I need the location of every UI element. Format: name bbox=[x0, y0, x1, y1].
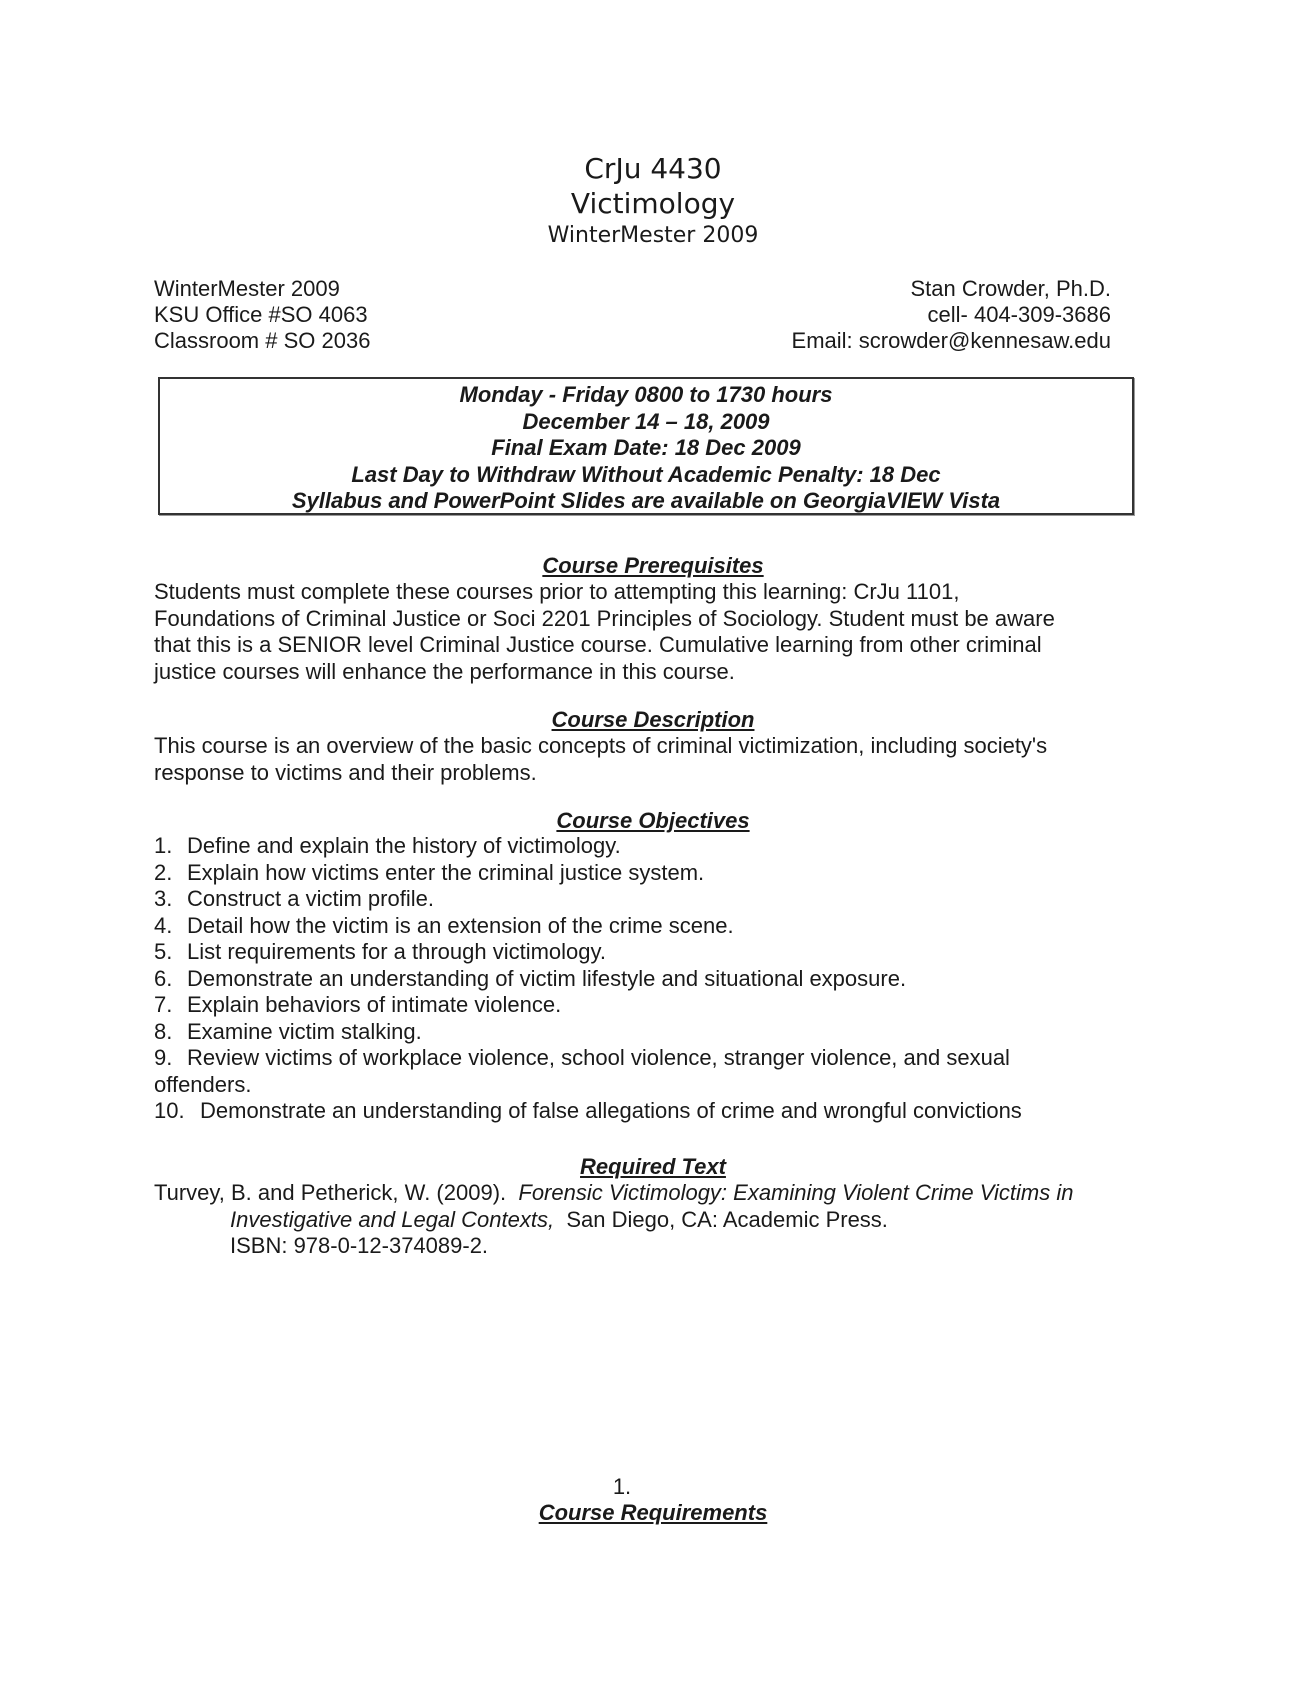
objectives-heading: Course Objectives bbox=[556, 808, 750, 833]
course-name: Victimology bbox=[570, 187, 736, 220]
item-text: Review victims of workplace violence, school violence, stranger violence, and sexual bbox=[187, 1045, 1010, 1070]
list-item bbox=[154, 939, 1134, 966]
prerequisites-line: that this is a SENIOR level Criminal Justice course. Cumulative learning from other criminal bbox=[154, 632, 1042, 657]
reference-line-2 bbox=[154, 1207, 1154, 1234]
course-info-left bbox=[154, 276, 370, 354]
info-office: KSU Office #SO 4063 bbox=[154, 302, 368, 327]
item-number: 7. bbox=[154, 992, 173, 1017]
final-exam-date: Final Exam Date: 18 Dec 2009 bbox=[491, 435, 801, 460]
item-number: 1. bbox=[154, 833, 173, 858]
prerequisites-heading: Course Prerequisites bbox=[542, 553, 764, 578]
item-number: 2. bbox=[154, 859, 173, 885]
description-text bbox=[154, 733, 1134, 786]
schedule-dates: December 14 – 18, 2009 bbox=[522, 408, 770, 434]
course-term: WinterMester 2009 bbox=[547, 223, 759, 248]
item-text: Explain behaviors of intimate violence. bbox=[187, 992, 562, 1017]
instructor-info bbox=[792, 276, 1111, 354]
item-number: 10. bbox=[154, 1098, 185, 1123]
required-text-reference bbox=[154, 1180, 1154, 1260]
item-text: Demonstrate an understanding of false allegations of crime and wrongful convictions bbox=[200, 1098, 1022, 1123]
description-line: response to victims and their problems. bbox=[154, 759, 537, 785]
prerequisites-line: Students must complete these courses prior to attempting this learning: CrJu 1101, bbox=[154, 579, 960, 604]
reference-publisher: San Diego, CA: Academic Press. bbox=[566, 1206, 888, 1232]
item-text: Detail how the victim is an extension of the crime scene. bbox=[187, 912, 734, 938]
item-number: 6. bbox=[154, 965, 173, 991]
schedule-box bbox=[158, 377, 1134, 515]
item-text: Explain how victims enter the criminal justice system. bbox=[187, 859, 705, 885]
item-text: Define and explain the history of victimology. bbox=[187, 833, 621, 858]
page-number: 1. bbox=[612, 1474, 632, 1499]
requirements-heading: Course Requirements bbox=[538, 1500, 768, 1525]
reference-line-1 bbox=[154, 1180, 1154, 1207]
info-term: WinterMester 2009 bbox=[154, 276, 340, 301]
item-text: Construct a victim profile. bbox=[187, 886, 434, 911]
course-code: CrJu 4430 bbox=[584, 152, 722, 185]
item-text: Examine victim stalking. bbox=[187, 1018, 422, 1044]
list-item bbox=[154, 1019, 1134, 1046]
item-text: List requirements for a through victimology. bbox=[187, 939, 606, 964]
list-item bbox=[154, 992, 1134, 1019]
instructor-cell: cell- 404-309-3686 bbox=[927, 302, 1111, 327]
description-line: This course is an overview of the basic concepts of criminal victimization, including society's bbox=[154, 733, 1048, 758]
reference-title-cont: Investigative and Legal Contexts, bbox=[230, 1206, 555, 1232]
item-text-continued: offenders. bbox=[154, 1071, 252, 1097]
item-number: 9. bbox=[154, 1045, 173, 1070]
item-text: Demonstrate an understanding of victim lifestyle and situational exposure. bbox=[187, 965, 907, 991]
prerequisites-line: Foundations of Criminal Justice or Soci 2201 Principles of Sociology. Student must be aware bbox=[154, 605, 1055, 631]
schedule-hours: Monday - Friday 0800 to 1730 hours bbox=[459, 382, 833, 407]
item-number: 3. bbox=[154, 886, 173, 911]
reference-title: Forensic Victimology: Examining Violent Crime Victims in bbox=[518, 1180, 1074, 1205]
item-number: 4. bbox=[154, 912, 173, 938]
description-heading: Course Description bbox=[551, 707, 755, 732]
prerequisites-text bbox=[154, 579, 1134, 685]
item-number: 5. bbox=[154, 939, 173, 964]
instructor-email: Email: scrowder@kennesaw.edu bbox=[791, 328, 1111, 353]
list-item bbox=[154, 913, 1134, 940]
item-number: 8. bbox=[154, 1018, 173, 1044]
list-item bbox=[154, 966, 1134, 993]
list-item bbox=[154, 833, 1134, 860]
required-text-heading: Required Text bbox=[580, 1154, 726, 1179]
materials-note: Syllabus and PowerPoint Slides are available on GeorgiaVIEW Vista bbox=[291, 488, 1001, 513]
reference-authors: Turvey, B. and Petherick, W. (2009). bbox=[154, 1180, 507, 1205]
list-item bbox=[154, 1045, 1134, 1098]
prerequisites-line: justice courses will enhance the performance in this course. bbox=[154, 658, 735, 684]
objectives-list bbox=[154, 833, 1134, 1125]
info-classroom: Classroom # SO 2036 bbox=[154, 328, 371, 353]
withdraw-date: Last Day to Withdraw Without Academic Penalty: 18 Dec bbox=[351, 461, 941, 487]
reference-isbn: ISBN: 978-0-12-374089-2. bbox=[230, 1233, 489, 1258]
instructor-name: Stan Crowder, Ph.D. bbox=[910, 276, 1111, 301]
list-item bbox=[154, 886, 1134, 913]
list-item bbox=[154, 1098, 1134, 1125]
list-item bbox=[154, 860, 1134, 887]
